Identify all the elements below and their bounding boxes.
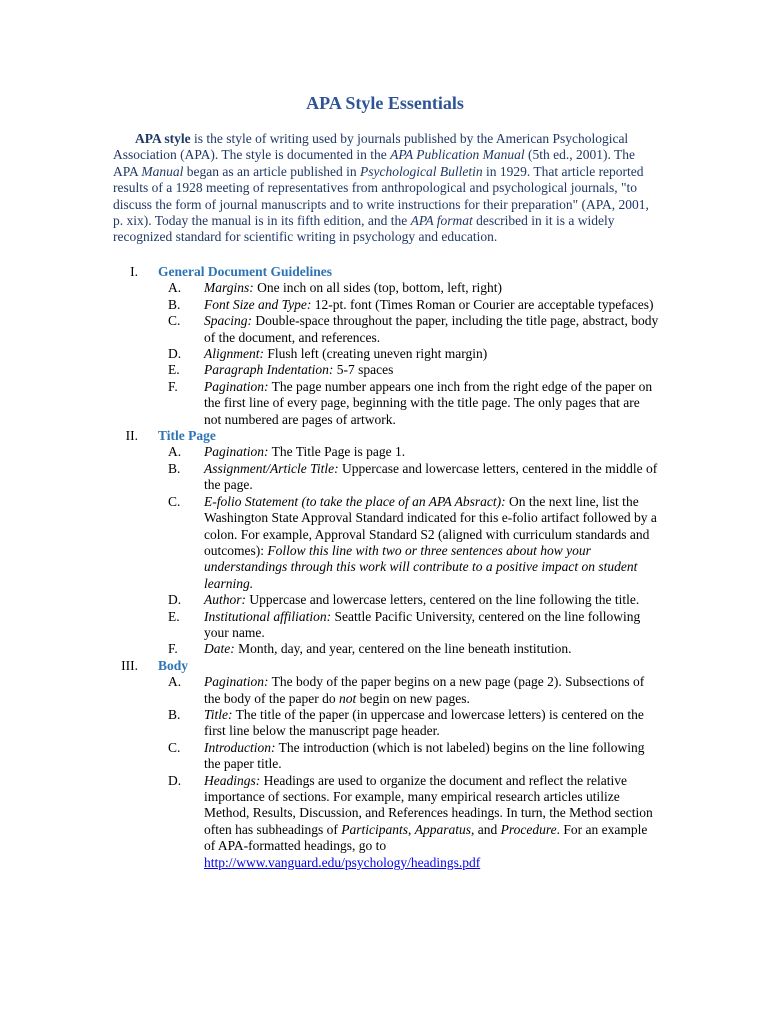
list-item: D. Author: Uppercase and lowercase letters, centered on the line following the title. xyxy=(168,592,640,608)
list-item: B. Assignment/Article Title: Uppercase and lowercase letters, centered in the middle of the page. xyxy=(168,460,658,493)
list-item: B. Font Size and Type: 12-pt. font (Times Roman or Courier are acceptable typefaces) xyxy=(168,296,654,312)
section-title: General Document Guidelines xyxy=(158,264,332,279)
list-item: F. Date: Month, day, and year, centered on the line beneath institution. xyxy=(168,641,572,657)
section-title-page xyxy=(113,428,659,658)
list-item: D. Headings: Headings are used to organize the document and reflect the relative importance of sections. For example, many empirical research articles utilize Method, Results, Discussion, and References headings. In turn, the Method section often has subheadings of Participants, Apparatus, and Procedure. For an example of APA-formatted headings, go to http://www.vanguard.edu/psychology/headings.pdf xyxy=(168,772,653,870)
list-item: C. Introduction: The introduction (which is not labeled) begins on the line following the paper title. xyxy=(168,739,645,772)
section-body xyxy=(113,658,659,871)
outline-list xyxy=(113,264,659,871)
section-title: Body xyxy=(158,657,189,673)
list-item: B. Title: The title of the paper (in uppercase and lowercase letters) is centered on the first line below the manuscript page header. xyxy=(168,706,644,739)
section-heading xyxy=(113,264,659,280)
list-item: F. Pagination: The page number appears one inch from the right edge of the paper on the first line of every page, beginning with the title page. The only pages that are not numbered are pages of artwork. xyxy=(168,378,653,427)
intro-paragraph: APA style is the style of writing used by journals published by the American Psychological Association (APA). The style is documented in the APA Publication Manual (5th ed., 2001). The APA Manual began as an article published in Psychological Bulletin in 1929. That article reported results of a 1928 meeting of representatives from anthropological and psychological journals, "to discuss the form of journal manuscripts and to write instructions for their preparation" (APA, 2001, p. xix). Today the manual is in its fifth edition, and the APA format described in it is a widely recognized standard for scientific writing in psychology and education. xyxy=(113,131,649,245)
section-general-guidelines xyxy=(113,264,659,428)
page-title: APA Style Essentials xyxy=(306,93,464,113)
section-heading xyxy=(113,428,659,444)
list-item: A. Pagination: The Title Page is page 1. xyxy=(168,444,406,460)
section-number: II. xyxy=(125,428,138,444)
intro-term: APA style xyxy=(135,131,191,146)
list-item: D. Alignment: Flush left (creating uneven right margin) xyxy=(168,346,488,362)
list-item: C. E-folio Statement (to take the place of an APA Absract): On the next line, list the Washington State Approval Standard indicated for this e-folio artifact followed by a colon. For example, Approval Standard S2 (aligned with curriculum standards and outcomes): Follow this line with two or three sentences about how your understandings through this work will contribute to a positive impact on student learning. xyxy=(168,493,657,591)
section-title: Title Page xyxy=(158,428,216,444)
section-heading xyxy=(113,658,659,674)
section-number: III. xyxy=(121,657,138,673)
list-item: E. Paragraph Indentation: 5-7 spaces xyxy=(168,362,394,378)
list-item: C. Spacing: Double-space throughout the paper, including the title page, abstract, body of the document, and references. xyxy=(168,313,659,345)
list-item: A. Margins: One inch on all sides (top, bottom, left, right) xyxy=(168,280,502,296)
section-number: I. xyxy=(130,264,138,279)
list-item: A. Pagination: The body of the paper begins on a new page (page 2). Subsections of the body of the paper do not begin on new pages. xyxy=(168,674,645,706)
list-item: E. Institutional affiliation: Seattle Pacific University, centered on the line following your name. xyxy=(168,608,641,640)
headings-pdf-link[interactable]: http://www.vanguard.edu/psychology/headings.pdf xyxy=(204,854,481,870)
